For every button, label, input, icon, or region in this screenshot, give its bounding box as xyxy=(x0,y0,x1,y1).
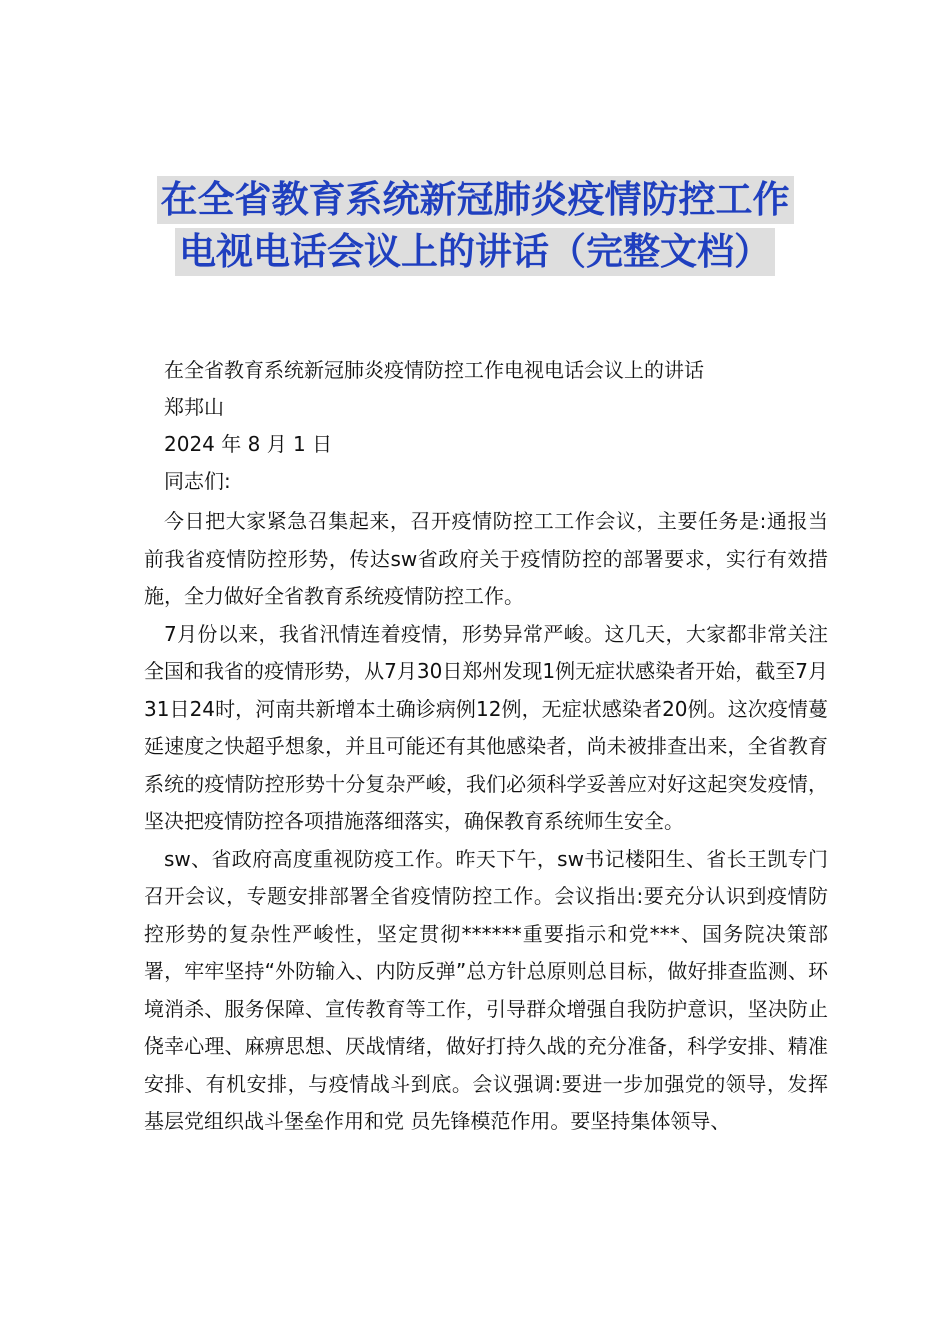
document-body xyxy=(144,503,828,1141)
title-line-2: 电视电话会议上的讲话（完整文档） xyxy=(175,228,775,276)
document-meta xyxy=(164,352,824,500)
salutation: 同志们: xyxy=(164,469,231,493)
speech-date: 2024 年 8 月 1 日 xyxy=(164,432,333,456)
paragraph-1: 今日把大家紧急召集起来，召开疫情防控工工作会议，主要任务是:通报当前我省疫情防控形势，传达sw省政府关于疫情防控的部署要求，实行有效措施，全力做好全省教育系统疫情防控工作。 xyxy=(144,509,828,608)
speech-subtitle: 在全省教育系统新冠肺炎疫情防控工作电视电话会议上的讲话 xyxy=(164,358,704,382)
paragraph-2: 7月份以来，我省汛情连着疫情，形势异常严峻。这几天，大家都非常关注全国和我省的疫情形势，从7月30日郑州发现1例无症状感染者开始，截至7月31日24时，河南共新增本土确诊病例12例，无症状感染者20例。这次疫情蔓延速度之快超乎想象，并且可能还有其他感染者，尚未被排查出来，全省教育系统的疫情防控形势十分复杂严峻，我们必须科学妥善应对好这起突发疫情，坚决把疫情防控各项措施落细落实，确保教育系统师生安全。 xyxy=(144,621,828,833)
speaker-name: 郑邦山 xyxy=(164,395,224,419)
title-line-1: 在全省教育系统新冠肺炎疫情防控工作 xyxy=(157,176,794,224)
document-title xyxy=(100,176,850,280)
paragraph-3: sw、省政府高度重视防疫工作。昨天下午，sw书记楼阳生、省长王凯专门召开会议，专题安排部署全省疫情防控工作。会议指出:要充分认识到疫情防控形势的复杂性严峻性，坚定贯彻******重要指示和党***、国务院决策部署，牢牢坚持“外防输入、内防反弹”总方针总原则总目标，做好排查监测、环境消杀、服务保障、宣传教育等工作，引导群众增强自我防护意识，坚决防止侥幸心理、麻痹思想、厌战情绪，做好打持久战的充分准备，科学安排、精准安排、有机安排，与疫情战斗到底。会议强调:要进一步加强党的领导，发挥基层党组织战斗堡垒作用和党 员先锋模范作用。要坚持集体领导、 xyxy=(144,846,828,1133)
